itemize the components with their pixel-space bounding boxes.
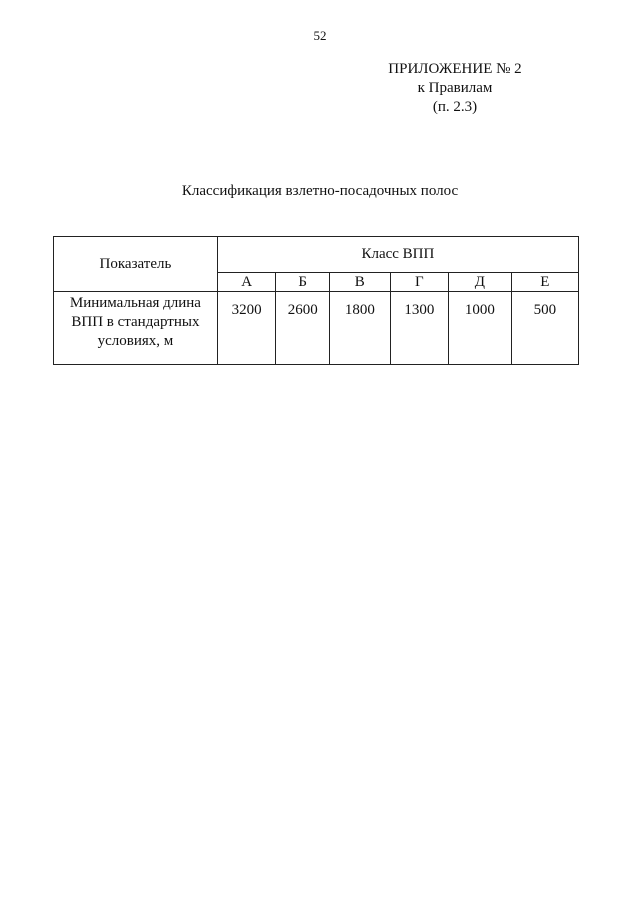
document-title: Классификация взлетно-посадочных полос <box>181 183 459 199</box>
appendix-title: ПРИЛОЖЕНИЕ № 2 <box>388 61 522 77</box>
value-class-g: 1300 <box>390 292 449 365</box>
min-length-label-line: ВПП в стандартных <box>71 314 200 330</box>
appendix-rules-ref: к Правилам <box>417 80 493 96</box>
value-class-b: 2600 <box>276 292 330 365</box>
appendix-clause-ref: (п. 2.3) <box>432 99 478 115</box>
value-class-e: 500 <box>511 292 578 365</box>
value-class-a: 3200 <box>217 292 276 365</box>
min-length-label-line: Минимальная длина <box>69 295 201 311</box>
class-letter-a: А <box>217 272 276 291</box>
page-number: 52 <box>313 28 327 43</box>
min-length-label <box>54 292 218 365</box>
value-class-d: 1000 <box>449 292 512 365</box>
class-letter-g: Г <box>390 272 449 291</box>
class-letter-b: Б <box>276 272 330 291</box>
class-letter-v: В <box>330 272 391 291</box>
appendix-header <box>360 60 550 117</box>
class-letter-e: Е <box>511 272 578 291</box>
runway-classification-table <box>53 236 579 365</box>
class-letter-d: Д <box>449 272 512 291</box>
table-row <box>54 292 579 365</box>
min-length-label-line: условиях, м <box>97 333 174 349</box>
runway-class-header: Класс ВПП <box>217 237 578 273</box>
value-class-v: 1800 <box>330 292 391 365</box>
table-header-row <box>54 237 579 273</box>
indicator-header: Показатель <box>54 237 218 292</box>
